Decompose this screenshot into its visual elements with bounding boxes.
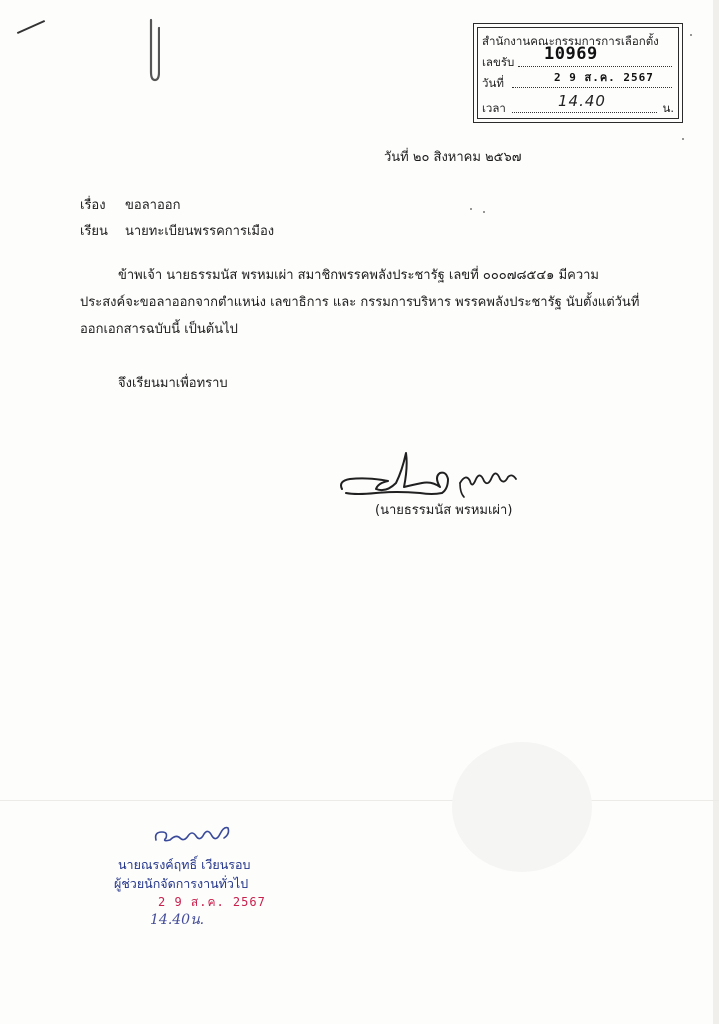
stamp-time-label: เวลา (482, 101, 506, 115)
stamp-time-suffix: น. (662, 101, 674, 115)
stamp-office: สำนักงานคณะกรรมการการเลือกตั้ง (482, 34, 659, 48)
paper-clip-icon (146, 18, 160, 82)
stamp-received-label: เลขรับ (482, 55, 515, 69)
paper-speck (470, 208, 472, 210)
receiver-time-note: 14.40น. (150, 912, 205, 928)
letter-body: ข้าพเจ้า นายธรรมนัส พรหมเผ่า สมาชิกพรรคพลังประชารัฐ เลขที่ ๐๐๐๗๘๕๔๑ มีความประสงค์จะขอลาออกจากตำแหน่ง เลขาธิการ และ กรรมการบริหาร พรรคพลังประชารัฐ นับตั้งแต่วันที่ออกเอกสารฉบับนี้ เป็นต้นไป (80, 268, 640, 337)
signer-name: (นายธรรมนัส พรหมเผ่า) (375, 503, 513, 518)
stamp-date-value: 2 9 ส.ค. 2567 (554, 71, 654, 84)
stamp-dotted-line (512, 87, 672, 88)
recipient-label: เรียน (80, 224, 108, 239)
recipient-value: นายทะเบียนพรรคการเมือง (125, 224, 275, 239)
receiver-position: ผู้ช่วยนักจัดการงานทั่วไป (114, 876, 249, 891)
subject-value: ขอลาออก (125, 198, 181, 213)
stamp-dotted-line (512, 112, 657, 113)
fold-line (0, 800, 719, 801)
letter-date: วันที่ ๒๐ สิงหาคม ๒๕๖๗ (384, 150, 522, 165)
paper-smudge (452, 742, 592, 872)
paper-speck (682, 138, 684, 140)
letter-closing: จึงเรียนมาเพื่อทราบ (118, 376, 228, 391)
stamp-time-value: 14.40 (558, 92, 606, 110)
page-edge-shadow (713, 0, 719, 1024)
receiver-date: 2 9 ส.ค. 2567 (158, 895, 266, 909)
stamp-date-label: วันที่ (482, 76, 504, 90)
receiver-name: นายณรงค์ฤทธิ์ เวียนรอบ (118, 857, 251, 872)
paper-speck (483, 211, 485, 213)
paper-speck (690, 34, 692, 36)
receipt-stamp (473, 23, 683, 123)
receiver-signature (150, 818, 240, 848)
subject-label: เรื่อง (80, 198, 106, 213)
pen-mark (17, 20, 45, 34)
stamp-dotted-line (518, 66, 672, 67)
stamp-received-number: 10969 (544, 44, 598, 64)
